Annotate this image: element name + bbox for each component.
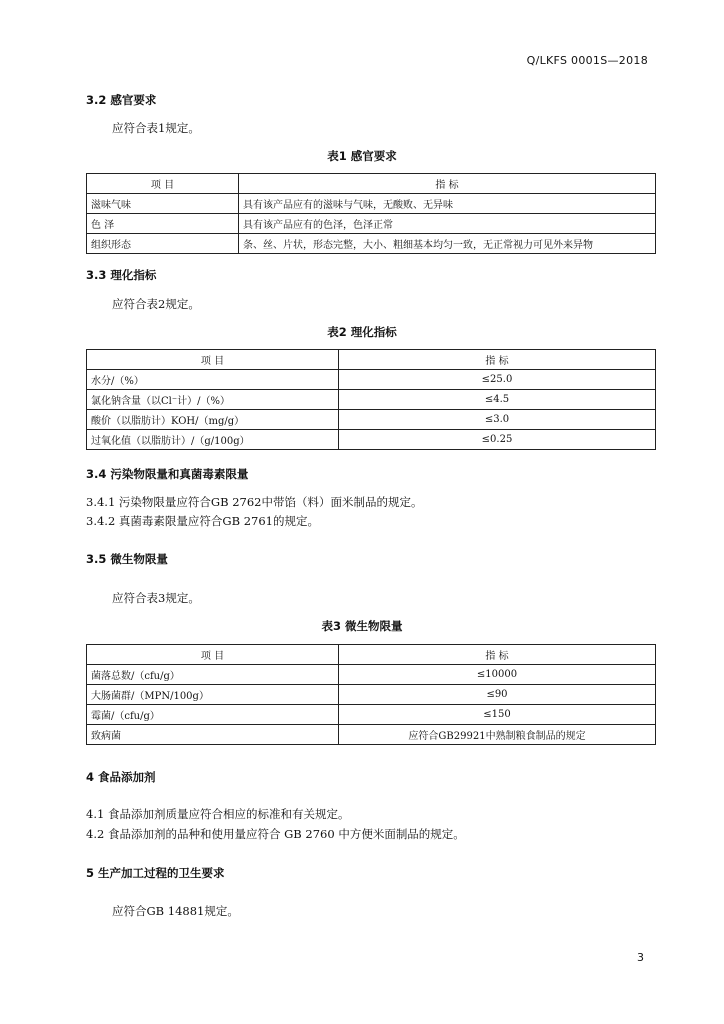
- header-item: 项 目: [87, 174, 239, 194]
- cell-item: 氯化钠含量（以Cl⁻计）/（%）: [87, 390, 339, 410]
- cell-item: 霉菌/（cfu/g）: [87, 705, 339, 725]
- cell-item: 大肠菌群/（MPN/100g）: [87, 685, 339, 705]
- section-3-3-heading: 3.3 理化指标: [86, 268, 157, 282]
- cell-index: ≤150: [339, 705, 656, 725]
- table-row: [87, 390, 656, 410]
- section-3-4-heading: 3.4 污染物限量和真菌毒素限量: [86, 467, 249, 481]
- table-row: [87, 685, 656, 705]
- table1-sensory: [86, 173, 656, 254]
- cell-item: 组织形态: [87, 234, 239, 254]
- table2-caption: 表2 理化指标: [327, 325, 397, 339]
- header-index: 指 标: [239, 174, 656, 194]
- table-header-row: [87, 174, 656, 194]
- table-row: [87, 234, 656, 254]
- cell-item: 致病菌: [87, 725, 339, 745]
- header-index: 指 标: [339, 645, 656, 665]
- section-3-5-text: 应符合表3规定。: [112, 591, 200, 605]
- cell-index: ≤3.0: [339, 410, 656, 430]
- cell-index: 具有该产品应有的滋味与气味，无酸败、无异味: [239, 194, 656, 214]
- table3-caption: 表3 微生物限量: [321, 619, 403, 633]
- table3-microbial: [86, 644, 656, 745]
- table-row: [87, 214, 656, 234]
- table-row: [87, 194, 656, 214]
- table-row: [87, 665, 656, 685]
- cell-index: ≤0.25: [339, 430, 656, 450]
- section-3-2-heading: 3.2 感官要求: [86, 93, 157, 107]
- section-3-4-2: 3.4.2 真菌毒素限量应符合GB 2761的规定。: [86, 514, 319, 528]
- cell-item: 水分/（%）: [87, 370, 339, 390]
- cell-index: 条、丝、片状，形态完整，大小、粗细基本均匀一致，无正常视力可见外来异物: [239, 234, 656, 254]
- section-5-heading: 5 生产加工过程的卫生要求: [86, 866, 225, 880]
- section-3-4-1: 3.4.1 污染物限量应符合GB 2762中带馅（料）面米制品的规定。: [86, 495, 423, 509]
- cell-index: ≤90: [339, 685, 656, 705]
- section-3-5-heading: 3.5 微生物限量: [86, 552, 168, 566]
- section-3-2-text: 应符合表1规定。: [112, 121, 200, 135]
- table-row: [87, 725, 656, 745]
- page-number: 3: [637, 951, 644, 964]
- cell-item: 酸价（以脂肪计）KOH/（mg/g）: [87, 410, 339, 430]
- section-4-heading: 4 食品添加剂: [86, 770, 156, 784]
- cell-index: 应符合GB29921中熟制粮食制品的规定: [339, 725, 656, 745]
- section-3-3-text: 应符合表2规定。: [112, 297, 200, 311]
- header-item: 项 目: [87, 350, 339, 370]
- header-index: 指 标: [339, 350, 656, 370]
- cell-item: 菌落总数/（cfu/g）: [87, 665, 339, 685]
- table-row: [87, 370, 656, 390]
- header-item: 项 目: [87, 645, 339, 665]
- table1-caption: 表1 感官要求: [327, 149, 397, 163]
- section-4-1: 4.1 食品添加剂质量应符合相应的标准和有关规定。: [86, 807, 350, 821]
- cell-index: 具有该产品应有的色泽，色泽正常: [239, 214, 656, 234]
- document-code: Q/LKFS 0001S—2018: [526, 54, 648, 67]
- table-row: [87, 705, 656, 725]
- table-row: [87, 430, 656, 450]
- cell-item: 色 泽: [87, 214, 239, 234]
- section-4-2: 4.2 食品添加剂的品种和使用量应符合 GB 2760 中方便米面制品的规定。: [86, 827, 465, 841]
- table-header-row: [87, 350, 656, 370]
- table-header-row: [87, 645, 656, 665]
- cell-index: ≤4.5: [339, 390, 656, 410]
- cell-item: 过氧化值（以脂肪计）/（g/100g）: [87, 430, 339, 450]
- table2-physicochemical: [86, 349, 656, 450]
- cell-index: ≤25.0: [339, 370, 656, 390]
- cell-item: 滋味气味: [87, 194, 239, 214]
- cell-index: ≤10000: [339, 665, 656, 685]
- table-row: [87, 410, 656, 430]
- section-5-text: 应符合GB 14881规定。: [112, 904, 239, 918]
